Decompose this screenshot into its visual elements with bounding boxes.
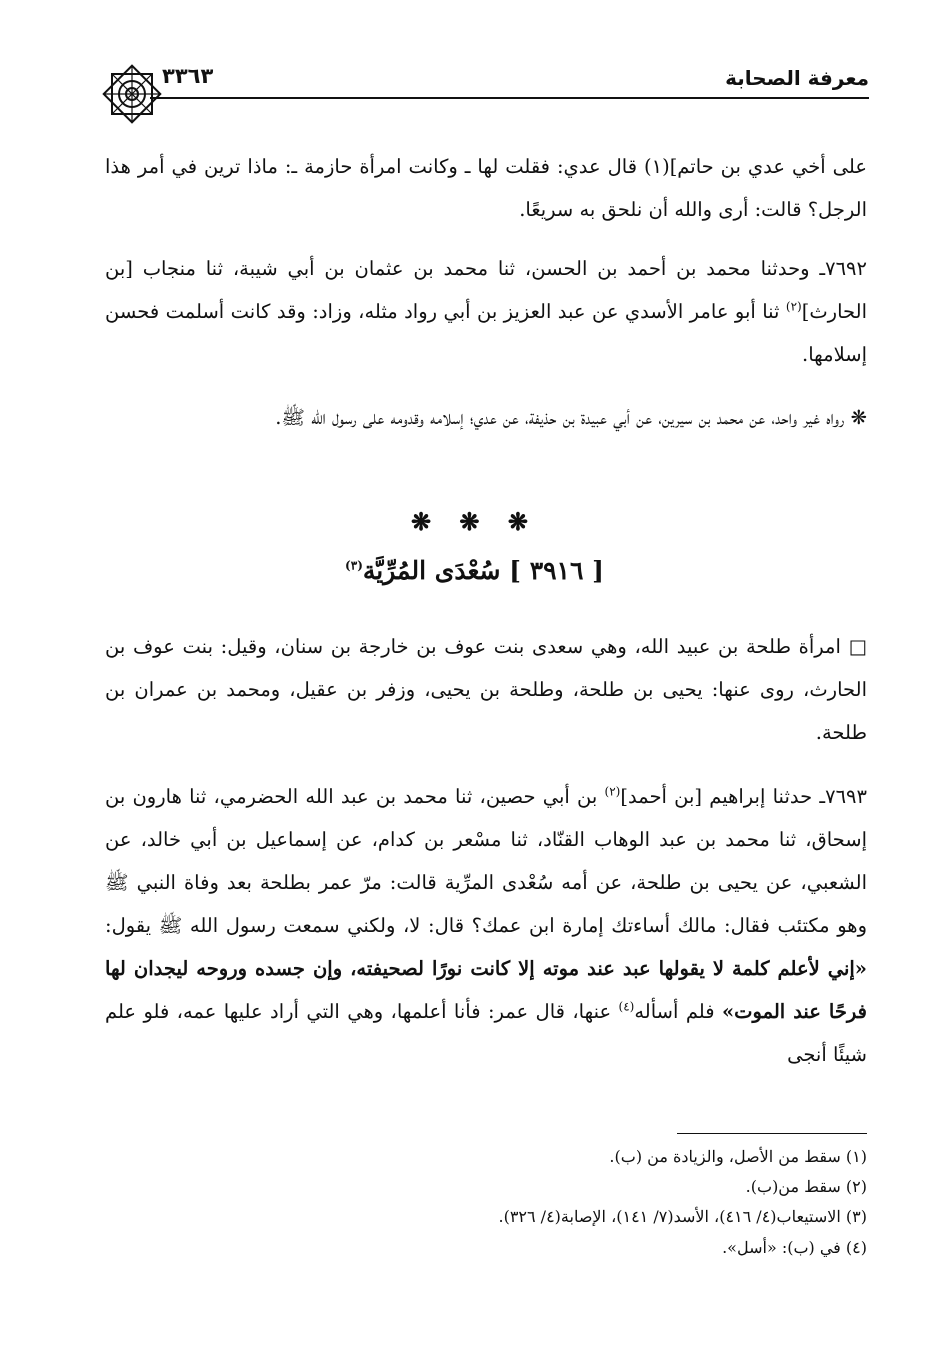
paragraph-text: عنها، قال عمر: فأنا أعلمها، وهي التي أراد عليها عمه، فلو علم شيئًا أنجى	[105, 1000, 867, 1066]
footnote-rule	[677, 1133, 867, 1134]
hadith-7692	[105, 247, 867, 376]
paragraph-text: ٧٦٩٢ـ وحدثنا محمد بن أحمد بن الحسن، ثنا محمد بن عثمان بن أبي شيبة، ثنا منجاب [بن الحارث]	[105, 257, 867, 323]
footnote-ref: (٣)	[345, 558, 363, 573]
paragraph-text: ❋ رواه غير واحد، عن محمد بن سيرين، عن أبي عبيدة بن حذيفة، عن عدي؛ إسلامه وقدومه على رسول الله ﷺ.	[275, 406, 867, 429]
paragraph-continuation	[105, 145, 867, 231]
footnote-4: (٤) في (ب): «أسل».	[722, 1238, 867, 1257]
biography-paragraph	[105, 625, 867, 754]
footnote-2: (٢) سقط من(ب).	[745, 1177, 867, 1196]
header-rule	[150, 97, 869, 99]
paragraph-text: ٧٦٩٣ـ حدثنا إبراهيم [بن أحمد]	[620, 785, 867, 808]
entry-title: [ ٣٩١٦ ] سُعْدَى المُرِّيَّة	[362, 556, 604, 585]
footnote-1: (١) سقط من الأصل، والزيادة من (ب).	[609, 1147, 867, 1166]
hadith-7693	[105, 775, 867, 1076]
footnote-ref: (٢)	[785, 299, 802, 314]
entry-heading	[0, 556, 949, 585]
paragraph-text: فلم أسأله	[634, 1000, 722, 1023]
running-header-title: معرفة الصحابة	[725, 66, 869, 90]
footnote-ref: (٤)	[618, 999, 635, 1014]
footnote-ref: (٢)	[604, 784, 621, 799]
star-ornament-icon	[96, 58, 168, 130]
page-number: ٣٣٦٣	[162, 64, 214, 88]
paragraph-text: بن أبي حصين، ثنا محمد بن عبد الله الحضرمي، ثنا هارون بن إسحاق، ثنا محمد بن عبد الوهاب القنّاد، ثنا مسْعر بن كدام، عن إسماعيل بن أبي خالد، عن الشعبي، عن يحيى بن طلحة، عن أمه سُعْدى المرِّية قالت: مرّ عمر بطلحة بعد وفاة النبي ﷺ وهو مكتئب فقال: مالك أساءتك إمارة ابن عمك؟ قال: لا، ولكني سمعت رسول الله ﷺ يقول:	[105, 785, 867, 937]
narration-note	[105, 396, 867, 439]
paragraph-text: ثنا أبو عامر الأسدي عن عبد العزيز بن أبي رواد مثله، وزاد: وقد كانت أسلمت فحسن إسلامها.	[105, 300, 867, 366]
paragraph-text: على أخي عدي بن حاتم](١) قال عدي: فقلت لها ـ وكانت امرأة حازمة ـ: ماذا ترين في أمر هذا الرجل؟ قالت: أرى والله أن نلحق به سريعًا.	[105, 155, 867, 221]
footnote-3: (٣) الاستيعاب(٤/ ٤١٦)، الأسد(٧/ ١٤١)، الإصابة(٤/ ٣٢٦).	[498, 1207, 867, 1226]
hadith-quote: «إني لأعلم كلمة لا يقولها عبد عند موته إلا كانت نورًا لصحيفته، وإن جسده وروحه ليجدان لها فرحًا عند الموت»	[105, 957, 867, 1023]
section-separator: ❋ ❋ ❋	[410, 507, 539, 536]
paragraph-text: □ امرأة طلحة بن عبيد الله، وهي سعدى بنت عوف بن خارجة بن سنان، وقيل: بنت عوف بن الحارث، روى عنها: يحيى بن طلحة، وطلحة بن يحيى، وزفر بن عقيل، ومحمد بن عمران بن طلحة.	[105, 635, 867, 744]
